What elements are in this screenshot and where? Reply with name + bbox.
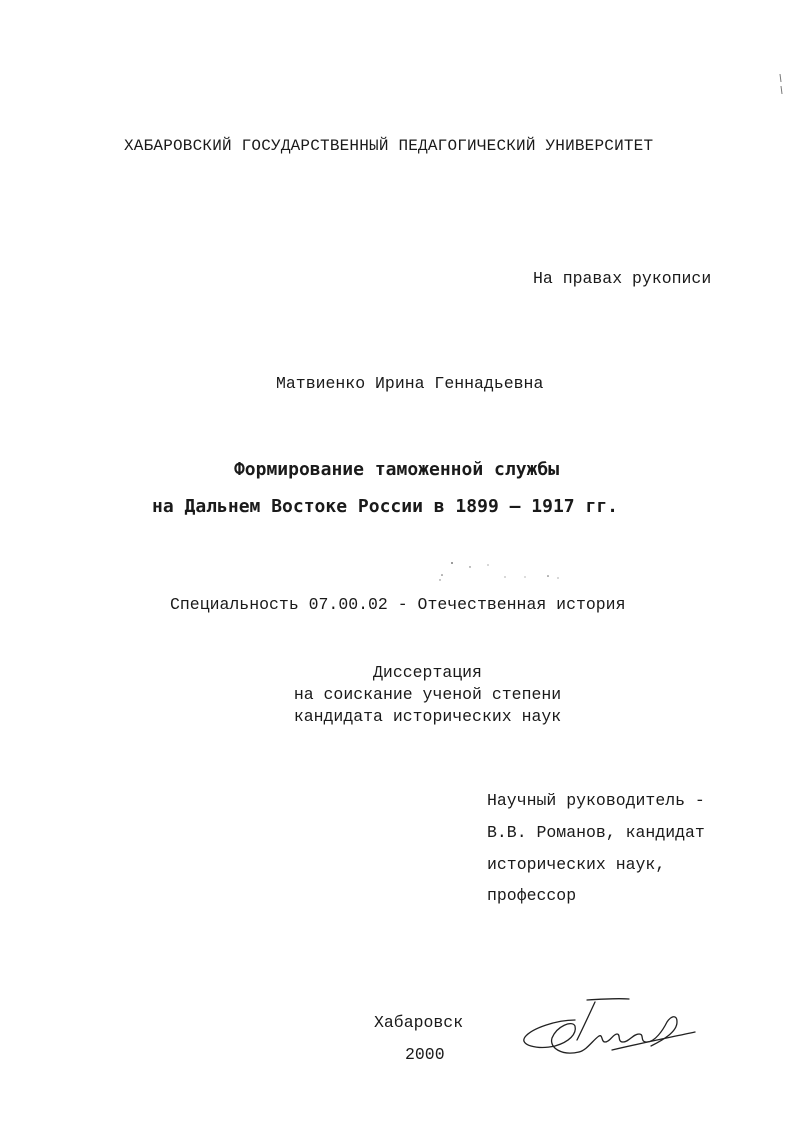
supervisor-line-1: Научный руководитель - [487,791,705,810]
supervisor-line-2: В.В. Романов, кандидат [487,823,705,842]
supervisor-line-3: исторических наук, [487,855,666,874]
dissertation-line-2: на соискание ученой степени [293,685,562,704]
dissertation-line-1: Диссертация [373,663,482,682]
thesis-title-line-1: Формирование таможенной службы [233,459,560,480]
city: Хабаровск [374,1013,464,1032]
handwritten-signature [517,990,702,1065]
university-name: ХАБАРОВСКИЙ ГОСУДАРСТВЕННЫЙ ПЕДАГОГИЧЕСКИЙ УНИВЕРСИТЕТ [124,137,654,155]
dissertation-line-3: кандидата исторических наук [293,707,562,726]
year: 2000 [405,1045,445,1064]
scan-specks [430,555,570,590]
scan-edge-mark [776,70,786,100]
thesis-title-line-2: на Дальнем Востоке России в 1899 – 1917 гг. [152,496,618,517]
supervisor-line-4: профессор [487,886,577,905]
author-name: Матвиенко Ирина Геннадьевна [276,374,544,393]
specialty: Специальность 07.00.02 - Отечественная история [170,595,626,614]
rights-note: На правах рукописи [533,269,712,288]
